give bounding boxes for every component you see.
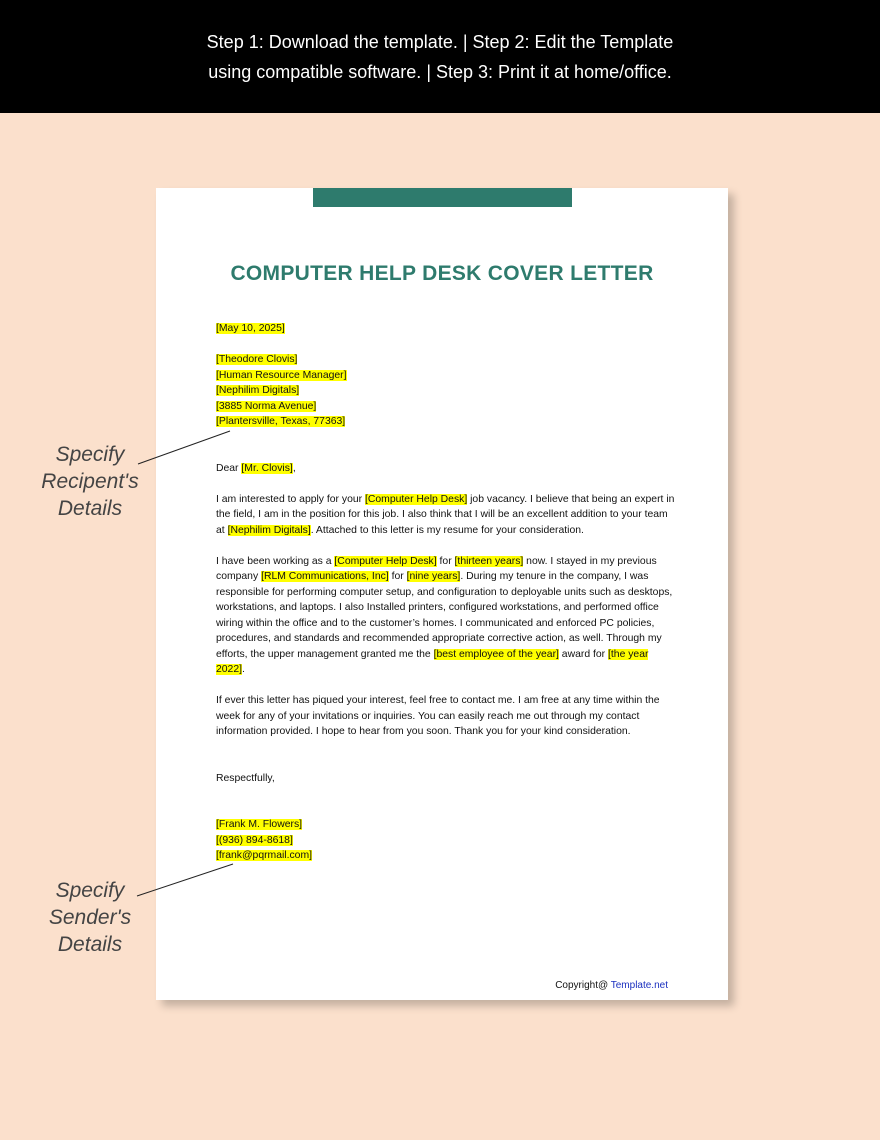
placeholder-field[interactable]: [thirteen years]: [454, 555, 524, 567]
text-segment: .: [242, 664, 245, 675]
text-segment: . Attached to this letter is my resume for your consideration.: [310, 524, 584, 536]
text-segment: at: [216, 524, 228, 536]
placeholder-field[interactable]: [Human Resource Manager]: [216, 369, 347, 381]
annotation-text: Recipent's: [41, 470, 139, 493]
placeholder-field[interactable]: [RLM Communications, Inc]: [261, 571, 389, 582]
placeholder-field[interactable]: [Frank M. Flowers]: [216, 819, 303, 830]
text-segment: for: [388, 571, 407, 582]
text-segment: workstations, and laptops. I also Installed printers, configured workstations, and performed office: [216, 602, 659, 613]
text-segment: for: [436, 555, 455, 567]
placeholder-field[interactable]: 2022]: [216, 664, 243, 675]
placeholder-field[interactable]: [Plantersville, Texas, 77363]: [216, 416, 346, 427]
placeholder-field[interactable]: [Mr. Clovis]: [241, 462, 293, 474]
annotation-text: Details: [57, 497, 123, 520]
text-segment: the field, I am in the position for this job. I also think that I will be an excellent addition to your team: [216, 509, 668, 520]
text-segment: company: [216, 571, 262, 582]
text-segment: wiring within the office and to the customer’s homes. I communicated and enforced PC policies,: [216, 617, 655, 629]
letter-title: COMPUTER HELP DESK COVER LETTER: [230, 262, 654, 285]
placeholder-field[interactable]: [Computer Help Desk]: [365, 493, 468, 505]
annotation-text: Sender's: [48, 906, 132, 929]
annotation-text: Specify: [55, 443, 125, 466]
text-segment: responsible for performing computer setup, and configuration to deployable units such as desktops,: [216, 586, 673, 598]
placeholder-field[interactable]: [3885 Norma Avenue]: [216, 400, 317, 412]
text-segment: If ever this letter has piqued your interest, feel free to contact me. I am free at any time within the: [216, 695, 660, 706]
copyright-label: Copyright@: [555, 980, 611, 991]
placeholder-field[interactable]: [Nephilim Digitals]: [216, 385, 300, 396]
text-segment: Dear: [216, 462, 242, 474]
text-segment: procedures, and standards and recommended appropriate corrective action, as well. Through my: [216, 633, 662, 644]
placeholder-field[interactable]: [Theodore Clovis]: [216, 354, 298, 365]
placeholder-field[interactable]: [nine years]: [406, 571, 461, 582]
sender-pointer-line: [137, 864, 233, 896]
recipient-pointer-line: [138, 431, 230, 464]
text-segment: Respectfully,: [216, 772, 275, 784]
placeholder-field[interactable]: [best employee of the year]: [433, 648, 559, 660]
banner-line-1: Step 1: Download the template. | Step 2: Edit the Template: [206, 32, 674, 52]
text-segment: . During my tenure in the company, I was: [460, 571, 649, 582]
text-segment: week for any of your invitations or inquiries. You can easily reach me out through my contact: [216, 710, 640, 722]
placeholder-field[interactable]: [(936) 894-8618]: [216, 834, 293, 846]
placeholder-field[interactable]: [May 10, 2025]: [216, 323, 285, 334]
brand-link[interactable]: Template.net: [610, 980, 668, 991]
text-segment: job vacancy. I believe that being an expert in: [467, 493, 675, 505]
banner-line-2: using compatible software. | Step 3: Print it at home/office.: [208, 62, 672, 82]
placeholder-field[interactable]: [Computer Help Desk]: [334, 555, 437, 567]
placeholder-field[interactable]: [the year: [608, 648, 649, 660]
text-segment: award for: [558, 648, 609, 660]
text-segment: efforts, the upper management granted me the: [216, 648, 434, 660]
text-segment: information provided. I hope to hear from you soon. Thank you for your kind consideration.: [216, 726, 631, 737]
placeholder-field[interactable]: [frank@pqrmail.com]: [216, 850, 313, 861]
text-segment: now. I stayed in my previous: [523, 555, 657, 567]
placeholder-field[interactable]: [Nephilim Digitals]: [227, 524, 311, 536]
text-segment: I have been working as a: [216, 555, 335, 567]
annotation-text: Details: [57, 933, 123, 956]
annotation-text: Specify: [55, 879, 125, 902]
text-segment: I am interested to apply for your: [216, 493, 366, 505]
text-segment: ,: [292, 462, 296, 474]
